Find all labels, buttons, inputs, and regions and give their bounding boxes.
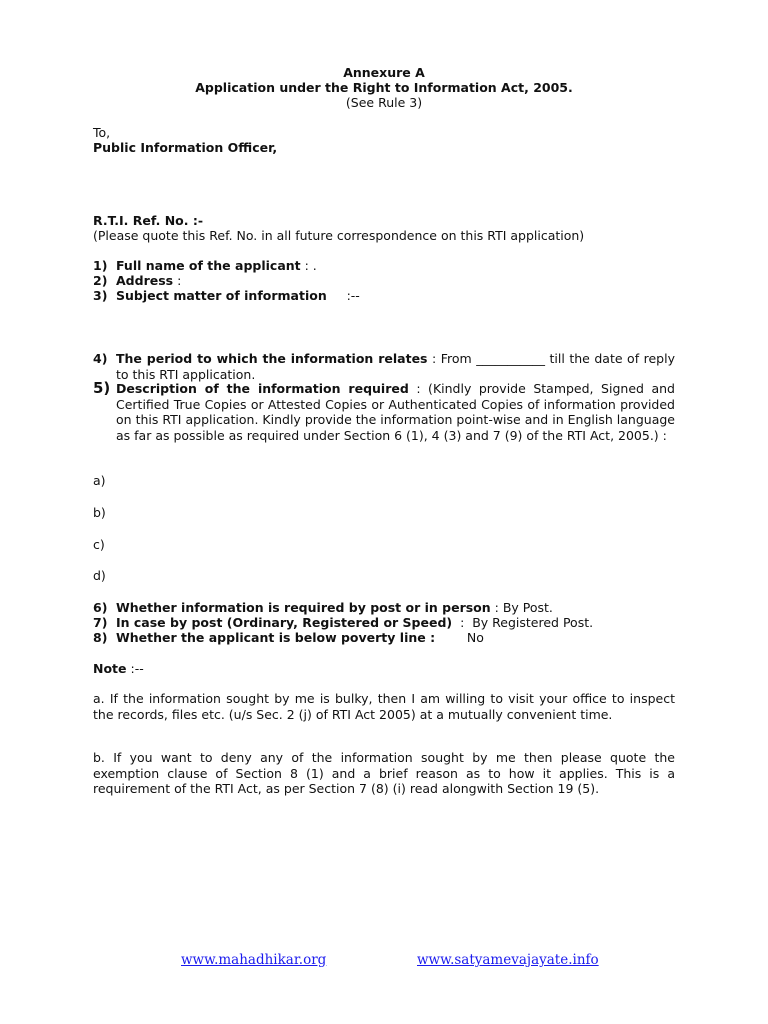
item-number: 8) — [93, 630, 108, 645]
note-suffix: :-- — [126, 661, 144, 676]
item-value: : From ___________ till the date of reply to this RTI application. — [116, 351, 675, 382]
item-number: 4) — [93, 351, 108, 366]
sub-item-d: d) — [93, 568, 106, 583]
item-label: The period to which the information relates — [116, 351, 428, 366]
footer-link-satyamevajayate[interactable]: www.satyamevajayate.info — [417, 952, 599, 968]
item-post-type — [93, 615, 675, 631]
sub-item-b: b) — [93, 505, 106, 520]
item-period — [93, 351, 675, 382]
item-number: 5) — [93, 379, 111, 397]
item-label: Description of the information required — [116, 381, 409, 396]
item-value: No — [435, 630, 484, 645]
item-value: : — [173, 273, 182, 288]
item-label: Whether the applicant is below poverty line : — [116, 630, 436, 645]
item-delivery-mode — [93, 600, 675, 616]
item-number: 6) — [93, 600, 108, 615]
officer-line: Public Information Officer, — [93, 140, 278, 155]
item-number: 1) — [93, 258, 108, 273]
item-full-name — [93, 258, 675, 274]
note-paragraph-b: b. If you want to deny any of the information sought by me then please quote the exemption clause of Section 8 (1) and a brief reason as to how it applies. This is a requirement of the RTI Act, as per Section 7 (8) (i) read alongwith Section 19 (5). — [93, 750, 675, 796]
item-poverty-line — [93, 630, 675, 646]
to-line: To, — [93, 125, 111, 140]
item-number: 7) — [93, 615, 108, 630]
item-label: In case by post (Ordinary, Registered or Speed) — [116, 615, 453, 630]
item-description — [93, 381, 675, 443]
footer-link-mahadhikar[interactable]: www.mahadhikar.org — [181, 952, 327, 968]
note-label: Note — [93, 661, 127, 676]
item-subject — [93, 288, 675, 304]
item-value: : . — [300, 258, 317, 273]
item-value: : By Post. — [490, 600, 553, 615]
item-label: Full name of the applicant — [116, 258, 301, 273]
item-label: Address — [116, 273, 174, 288]
sub-item-c: c) — [93, 537, 105, 552]
item-label: Subject matter of information — [116, 288, 327, 303]
item-label: Whether information is required by post or in person — [116, 600, 491, 615]
rti-ref-label: R.T.I. Ref. No. :- — [93, 213, 204, 228]
item-number: 2) — [93, 273, 108, 288]
document-title: Application under the Right to Information Act, 2005. — [195, 80, 573, 95]
rule-reference: (See Rule 3) — [345, 95, 423, 110]
item-value: : By Registered Post. — [452, 615, 594, 630]
item-address — [93, 273, 675, 289]
note-heading — [93, 661, 144, 676]
item-value: :-- — [326, 288, 360, 303]
item-value: : (Kindly provide Stamped, Signed and Certified True Copies or Attested Copies or Authenticated Copies of information provided on this RTI application. Kindly provide the information point-wise and in English language as far as possible as required under Section 6 (1), 4 (3) and 7 (9) of the RTI Act, 2005.) : — [116, 381, 675, 443]
sub-item-a: a) — [93, 473, 106, 488]
rti-ref-note: (Please quote this Ref. No. in all future correspondence on this RTI application) — [93, 228, 585, 243]
note-paragraph-a: a. If the information sought by me is bulky, then I am willing to visit your office to inspect the records, files etc. (u/s Sec. 2 (j) of RTI Act 2005) at a mutually convenient time. — [93, 691, 675, 722]
item-number: 3) — [93, 288, 108, 303]
annexure-title: Annexure A — [343, 65, 425, 80]
